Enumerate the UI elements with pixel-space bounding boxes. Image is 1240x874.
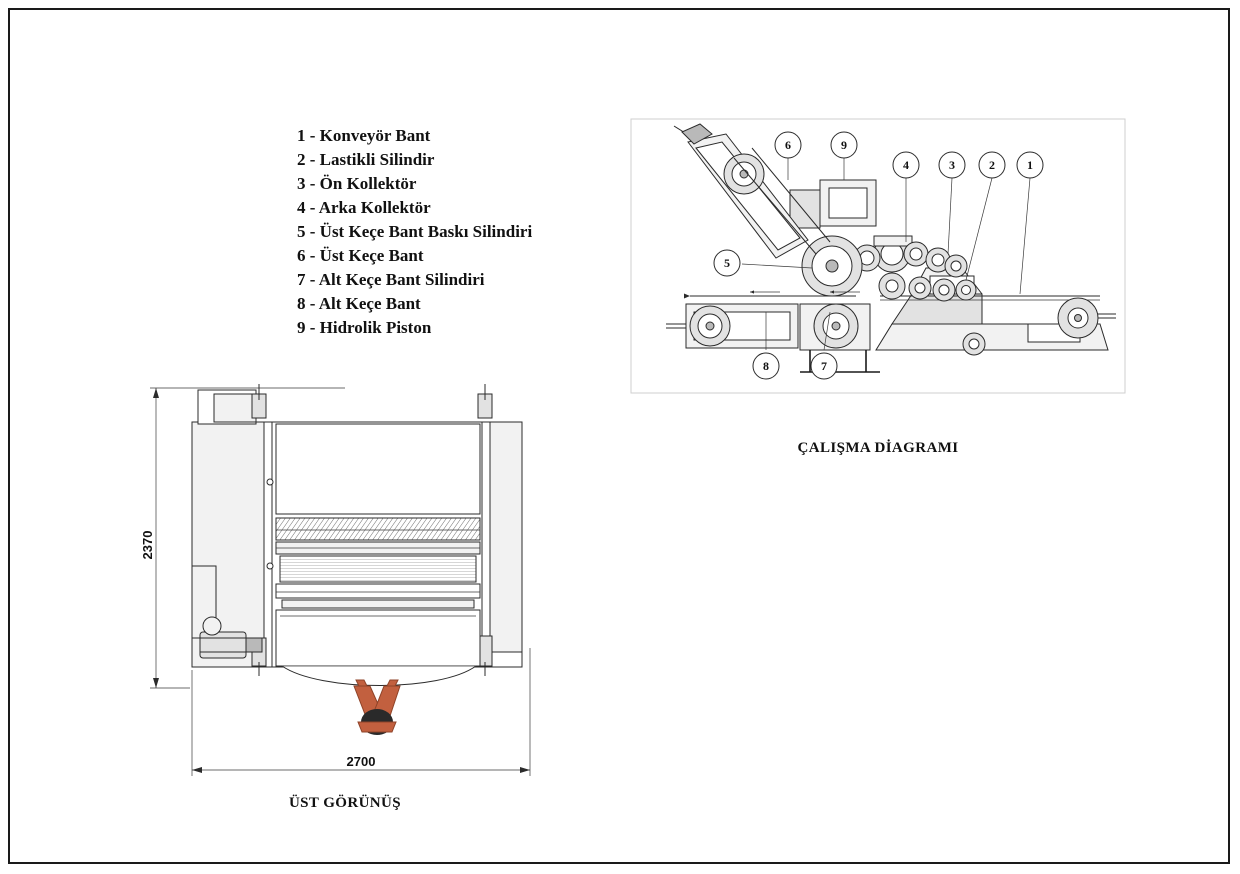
callout-4-label: 4 xyxy=(903,158,909,172)
legend-item-2: 2 - Lastikli Silindir xyxy=(297,150,435,169)
machine-body-top-view xyxy=(192,384,522,686)
callout-6 xyxy=(775,132,801,158)
operator-figure xyxy=(354,680,400,735)
legend-item-4: 4 - Arka Kollektör xyxy=(297,198,431,217)
callout-4 xyxy=(893,152,919,178)
callout-9-label: 9 xyxy=(841,138,847,152)
legend-item-3: 3 - Ön Kollektör xyxy=(297,174,417,193)
legend-item-8: 8 - Alt Keçe Bant xyxy=(297,294,421,313)
top-view-caption: ÜST GÖRÜNÜŞ xyxy=(288,795,402,811)
callout-3 xyxy=(939,152,965,178)
legend-item-1: 1 - Konveyör Bant xyxy=(297,126,431,145)
callout-1 xyxy=(1017,152,1043,178)
callout-7-label: 7 xyxy=(821,359,827,373)
working-diagram xyxy=(630,118,1126,394)
callout-8 xyxy=(753,353,779,379)
callout-5 xyxy=(714,250,740,276)
callout-2 xyxy=(979,152,1005,178)
callout-3-label: 3 xyxy=(949,158,955,172)
dimension-height-label: 2370 xyxy=(140,530,155,560)
legend-item-6: 6 - Üst Keçe Bant xyxy=(297,246,424,265)
top-view-drawing xyxy=(130,370,560,790)
working-diagram-caption: ÇALIŞMA DİAGRAMI xyxy=(797,440,959,456)
callout-7 xyxy=(811,353,837,379)
legend-item-5: 5 - Üst Keçe Bant Baskı Silindiri xyxy=(297,222,533,241)
callout-1-label: 1 xyxy=(1027,158,1033,172)
dimension-width-label: 2700 xyxy=(346,754,376,769)
callout-6-label: 6 xyxy=(785,138,791,152)
legend-item-7: 7 - Alt Keçe Bant Silindiri xyxy=(297,270,485,289)
legend-list xyxy=(297,124,627,340)
callout-8-label: 8 xyxy=(763,359,769,373)
callout-5-label: 5 xyxy=(724,256,730,270)
callout-9 xyxy=(831,132,857,158)
callout-2-label: 2 xyxy=(989,158,995,172)
rubber-cylinder xyxy=(802,236,862,296)
legend-item-9: 9 - Hidrolik Piston xyxy=(297,318,432,337)
